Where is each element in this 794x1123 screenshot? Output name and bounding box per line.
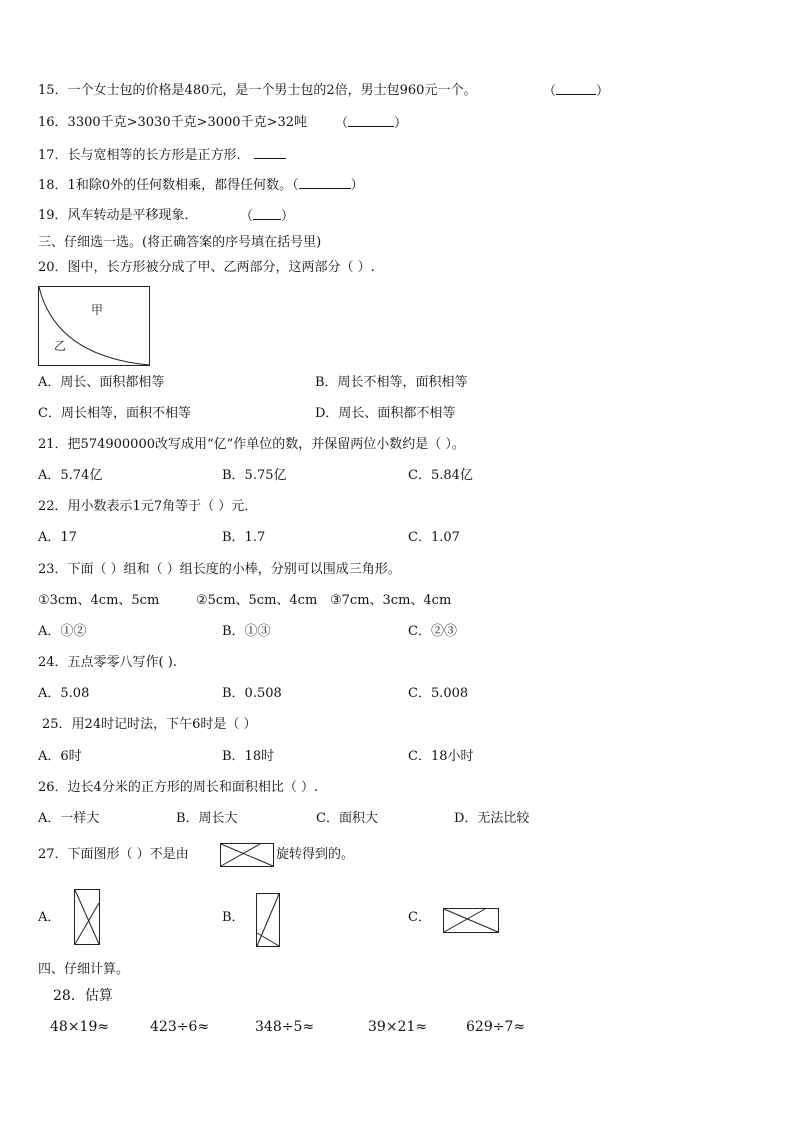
q27-reference-figure bbox=[220, 843, 274, 867]
question-20-text: 20．图中，长方形被分成了甲、乙两部分，这两部分（ ）. bbox=[38, 260, 375, 275]
region-yi-label: 乙 bbox=[54, 339, 67, 353]
q26-option-a[interactable]: A．一样大 bbox=[38, 811, 100, 826]
answer-blank[interactable] bbox=[348, 114, 394, 127]
question-15-answer[interactable]: （ ） bbox=[543, 84, 610, 99]
section-4-title: 四、仔细计算。 bbox=[38, 962, 130, 977]
answer-blank[interactable] bbox=[254, 146, 286, 159]
curve-divider bbox=[39, 287, 149, 365]
question-16-answer[interactable]: （ ） bbox=[335, 116, 408, 131]
option-b-rectangle-diagram bbox=[256, 893, 280, 947]
answer-blank[interactable] bbox=[253, 207, 281, 220]
q25-option-b[interactable]: B．18时 bbox=[222, 749, 275, 764]
question-17 bbox=[38, 146, 286, 165]
question-19-text: 19．风车转动是平移现象． bbox=[38, 208, 198, 223]
q20-option-c[interactable]: C．周长相等，面积不相等 bbox=[38, 406, 191, 421]
q27-option-b[interactable]: B． bbox=[222, 910, 245, 925]
question-15 bbox=[38, 82, 476, 100]
q23-option-b[interactable]: B．①③ bbox=[222, 624, 271, 639]
q21-option-c[interactable]: C．5.84亿 bbox=[408, 468, 473, 483]
answer-blank[interactable] bbox=[556, 82, 596, 95]
question-18: 18．1和除0外的任何数相乘，都得任何数。（ ） bbox=[38, 178, 364, 193]
estimate-item-1: 48×19≈ bbox=[50, 1019, 110, 1035]
q21-option-a[interactable]: A．5.74亿 bbox=[38, 468, 103, 483]
q23-option-a[interactable]: A．①② bbox=[38, 624, 87, 639]
question-27-text-after: 旋转得到的。 bbox=[276, 847, 355, 862]
estimate-item-3: 348÷5≈ bbox=[255, 1019, 315, 1035]
section-3-title: 三、仔细选一选。(将正确答案的序号填在括号里) bbox=[38, 235, 322, 250]
q27-option-a-figure[interactable] bbox=[74, 889, 100, 945]
estimate-item-4: 39×21≈ bbox=[368, 1019, 428, 1035]
q23-group-1: ①3cm、4cm、5cm bbox=[38, 593, 160, 608]
answer-blank[interactable] bbox=[299, 176, 351, 189]
q20-option-b[interactable]: B．周长不相等，面积相等 bbox=[315, 375, 468, 390]
question-19 bbox=[38, 207, 198, 225]
question-17-text: 17．长与宽相等的长方形是正方形． bbox=[38, 148, 250, 163]
q27-option-b-figure[interactable] bbox=[256, 893, 280, 947]
question-16-text: 16．3300千克>3030千克>3000千克>32吨 bbox=[38, 115, 308, 130]
q25-option-a[interactable]: A．6时 bbox=[38, 749, 82, 764]
q26-option-b[interactable]: B．周长大 bbox=[176, 811, 238, 826]
estimate-item-2: 423÷6≈ bbox=[150, 1019, 210, 1035]
q20-rectangle-figure bbox=[38, 286, 150, 366]
question-15-text: 15．一个女士包的价格是480元，是一个男士包的2倍，男士包960元一个。 bbox=[38, 83, 477, 98]
estimate-item-5: 629÷7≈ bbox=[466, 1019, 526, 1035]
q22-option-c[interactable]: C．1.07 bbox=[408, 530, 460, 545]
q23-option-c[interactable]: C．②③ bbox=[408, 624, 457, 639]
q20-option-d[interactable]: D．周长、面积都不相等 bbox=[315, 406, 456, 421]
question-19-answer[interactable]: （ ） bbox=[240, 209, 295, 224]
q23-group-2: ②5cm、5cm、4cm bbox=[196, 593, 318, 608]
q21-option-b[interactable]: B．5.75亿 bbox=[222, 468, 287, 483]
reference-rectangle-diagram bbox=[220, 843, 274, 867]
question-24-text: 24．五点零零八写作( ). bbox=[38, 655, 177, 670]
question-16 bbox=[38, 114, 307, 132]
q23-group-3: ③7cm、3cm、4cm bbox=[330, 593, 452, 608]
region-jia-label: 甲 bbox=[91, 303, 104, 317]
q27-option-a[interactable]: A． bbox=[38, 910, 61, 925]
q24-option-a[interactable]: A．5.08 bbox=[38, 686, 90, 701]
q26-option-c[interactable]: C．面积大 bbox=[316, 811, 378, 826]
q27-option-c-figure[interactable] bbox=[443, 908, 499, 933]
option-c-rectangle-diagram bbox=[443, 908, 499, 933]
option-a-rectangle-diagram bbox=[74, 889, 100, 945]
q27-option-c[interactable]: C． bbox=[408, 910, 431, 925]
q22-option-b[interactable]: B．1.7 bbox=[222, 530, 266, 545]
q26-option-d[interactable]: D．无法比较 bbox=[454, 811, 530, 826]
question-26-text: 26．边长4分米的正方形的周长和面积相比（ ）. bbox=[38, 780, 319, 795]
question-28-title: 28．估算 bbox=[53, 988, 113, 1004]
question-23-text: 23．下面（ ）组和（ ）组长度的小棒，分别可以围成三角形。 bbox=[38, 562, 401, 577]
q20-option-a[interactable]: A．周长、面积都相等 bbox=[38, 375, 165, 390]
q25-option-c[interactable]: C．18小时 bbox=[408, 749, 474, 764]
question-18-text: 18．1和除0外的任何数相乘，都得任何数。（ bbox=[38, 178, 299, 193]
q24-option-b[interactable]: B．0.508 bbox=[222, 686, 282, 701]
q24-option-c[interactable]: C．5.008 bbox=[408, 686, 469, 701]
question-21-text: 21．把574900000改写成用“亿”作单位的数，并保留两位小数约是（ ）。 bbox=[38, 437, 465, 452]
question-27-text-before: 27．下面图形（ ）不是由 bbox=[38, 847, 189, 862]
rectangle-split-diagram bbox=[38, 286, 150, 366]
question-22-text: 22．用小数表示1元7角等于（ ）元． bbox=[38, 499, 258, 514]
question-25-text: 25．用24时记时法，下午6时是（ ） bbox=[42, 717, 257, 732]
q22-option-a[interactable]: A．17 bbox=[38, 530, 77, 545]
